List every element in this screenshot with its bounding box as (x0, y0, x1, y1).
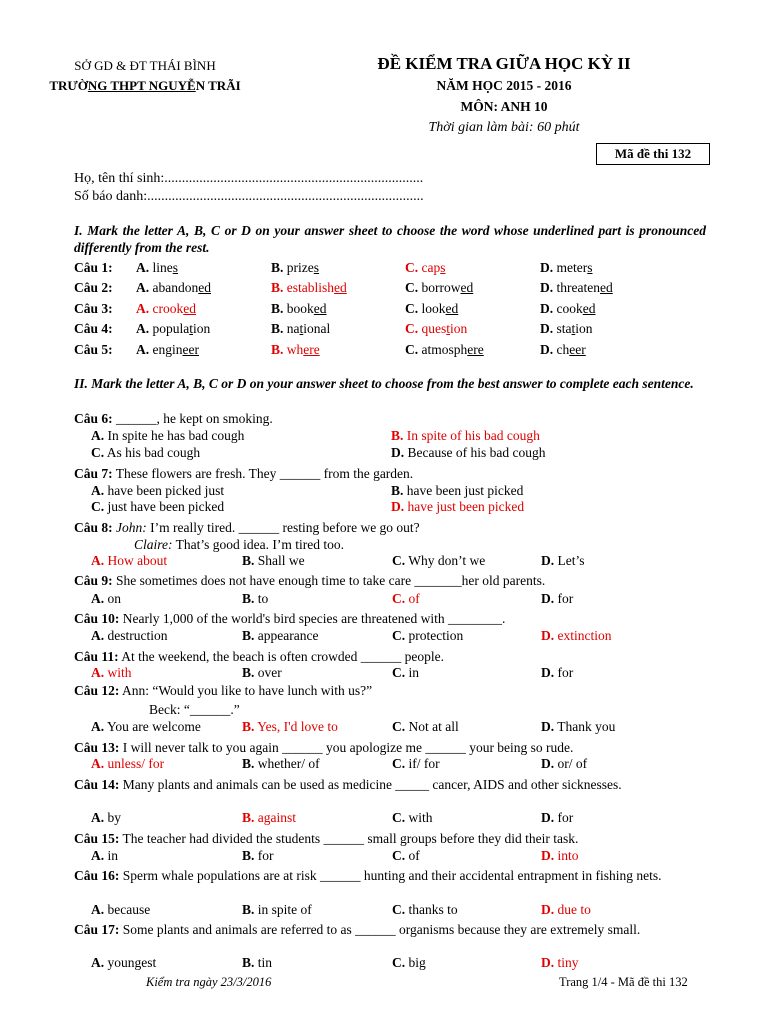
section-1-instruction: I. Mark the letter A, B, C or D on your answer sheet to choose the word whose underlined part is pronounced differently from the rest. (74, 223, 706, 255)
underlined-part: ed (198, 280, 211, 295)
underlined-part: s (313, 260, 320, 275)
underlined-part: ed (334, 280, 347, 295)
option-text: for (554, 810, 574, 825)
option-key: C. (392, 756, 406, 771)
option-text: ion (193, 321, 211, 336)
option-text: to (254, 591, 269, 606)
option-text: Not at all (405, 719, 459, 734)
option-key: D. (540, 280, 554, 295)
option-key: C. (392, 810, 406, 825)
option-text: tiny (554, 955, 579, 970)
option-c (405, 280, 473, 296)
underlined-part: ed (460, 280, 474, 295)
option-key: C. (405, 280, 419, 295)
option-c (392, 810, 433, 826)
option-text: whether/ of (254, 756, 320, 771)
option-c (392, 719, 459, 735)
option-text: na (283, 321, 300, 336)
option-d (541, 665, 573, 681)
option-d (540, 260, 593, 276)
option-text: in (405, 665, 420, 680)
option-text: appearance (254, 628, 319, 643)
option-key: C. (405, 301, 419, 316)
student-id-line: Số báo danh:............................................................................... (74, 189, 424, 204)
option-c-answer (392, 591, 420, 607)
underlined-part: t (571, 321, 576, 336)
option-text: You are welcome (104, 719, 201, 734)
option-key: A. (136, 342, 150, 357)
option-c-answer (405, 260, 446, 276)
option-text: or/ of (554, 756, 588, 771)
option-key: A. (91, 628, 105, 643)
option-key: D. (540, 321, 554, 336)
option-text: cap (418, 260, 441, 275)
option-key: C. (392, 553, 406, 568)
option-key: B. (242, 553, 255, 568)
school-name-underlined: NG THPT NGUYỄ (87, 78, 196, 93)
option-key: D. (541, 955, 555, 970)
option-text: line (149, 260, 173, 275)
option-d-answer (541, 848, 579, 864)
option-text: of (405, 848, 420, 863)
option-c: C. As his bad cough (91, 445, 201, 460)
question-label: Câu 6: (74, 411, 113, 426)
section-2-instruction: II. Mark the letter A, B, C or D on your answer sheet to choose from the best answer to complete each sentence. (74, 376, 694, 391)
option-text: borrow (418, 280, 461, 295)
option-a-answer (91, 665, 132, 681)
option-key: B. (271, 342, 284, 357)
question-label: Câu 1: (74, 260, 113, 275)
speaker-john: John: (116, 520, 147, 535)
question-stem: I’m really tired. ______ resting before we go out? (146, 520, 420, 535)
speaker-claire: Claire: (134, 537, 173, 552)
option-a (91, 591, 121, 607)
option-key: C. (405, 260, 419, 275)
option-key: D. (541, 665, 555, 680)
underlined-part: t (189, 321, 194, 336)
option-text: cook (553, 301, 583, 316)
option-key: A. (91, 756, 105, 771)
option-d (540, 321, 593, 337)
underlined-part: t (446, 321, 451, 336)
school-name-part: N TRÃI (195, 78, 241, 93)
option-d: D. Because of his bad cough (391, 445, 546, 460)
school-year: NĂM HỌC 2015 - 2016 (436, 78, 572, 93)
option-c (392, 848, 420, 864)
school-name-part: TRƯỜ (49, 78, 88, 93)
option-b: B. have been just picked (391, 483, 524, 498)
option-text: crook (149, 301, 184, 316)
student-name-line: Họ, tên thí sinh:.......................................................................... (74, 171, 424, 186)
option-text: in spite of (254, 902, 312, 917)
option-key: C. (392, 665, 406, 680)
option-b-answer: B. In spite of his bad cough (391, 428, 540, 443)
option-key: C. (392, 628, 406, 643)
question-stem: ______, he kept on smoking. (112, 411, 273, 426)
option-a (136, 260, 178, 276)
option-key: C. (392, 719, 406, 734)
option-key: B. (242, 591, 255, 606)
option-a-answer (91, 756, 164, 772)
option-b (242, 628, 318, 644)
option-text: Shall we (254, 553, 305, 568)
option-text: with (405, 810, 433, 825)
underlined-part: t (299, 321, 304, 336)
option-key: D. (541, 756, 555, 771)
option-text: How about (104, 553, 168, 568)
question-stem: These flowers are fresh. They ______ from the garden. (112, 466, 414, 481)
option-b (242, 848, 274, 864)
option-text: in (104, 848, 119, 863)
option-text: engin (149, 342, 183, 357)
option-d-answer (541, 628, 612, 644)
option-key: D. (541, 591, 555, 606)
option-key: D. (541, 848, 555, 863)
option-key: B. (242, 955, 255, 970)
option-text: if/ for (405, 756, 440, 771)
option-key: D. (540, 301, 554, 316)
option-c (392, 553, 485, 569)
underlined-part: ed (313, 301, 327, 316)
underlined-part: s (440, 260, 446, 275)
option-b (242, 902, 312, 918)
option-a: A. In spite he has bad cough (91, 428, 245, 443)
option-text: due to (554, 902, 591, 917)
question-6 (74, 411, 273, 427)
option-text: Why don’t we (405, 553, 486, 568)
footer-date: Kiểm tra ngày 23/3/2016 (146, 975, 272, 989)
option-a (136, 321, 210, 337)
option-text: of (405, 591, 420, 606)
question-8 (74, 520, 420, 536)
option-b (242, 553, 305, 569)
question-label: Câu 8: (74, 520, 113, 535)
option-text: youngest (104, 955, 157, 970)
underlined-part: ed (445, 301, 459, 316)
option-d (541, 756, 587, 772)
option-c (392, 628, 463, 644)
department-name: SỞ GD & ĐT THÁI BÌNH (74, 58, 216, 73)
option-d (540, 342, 586, 358)
option-key: A. (91, 719, 105, 734)
option-text: sta (553, 321, 572, 336)
option-c (392, 955, 426, 971)
question-label: Câu 2: (74, 280, 113, 295)
option-key: D. (541, 810, 555, 825)
option-key: C. (405, 321, 419, 336)
underlined-part: ed (599, 280, 613, 295)
option-key: B. (271, 321, 284, 336)
option-key: D. (540, 260, 554, 275)
option-b (242, 665, 282, 681)
school-name (0, 78, 290, 94)
option-key: A. (91, 955, 105, 970)
underlined-part: ere (303, 342, 320, 357)
option-text: popula (149, 321, 190, 336)
option-c (405, 301, 458, 317)
option-d (541, 553, 585, 569)
question-9: Câu 9: She sometimes does not have enough time to take care _______her old parents. (74, 573, 546, 588)
option-text: establish (283, 280, 335, 295)
option-a (91, 719, 201, 735)
underlined-part: s (172, 260, 179, 275)
option-text: destruction (104, 628, 168, 643)
option-d (541, 810, 573, 826)
option-key: A. (91, 848, 105, 863)
question-12: Câu 12: Ann: “Would you like to have lunch with us?” (74, 683, 373, 698)
question-7 (74, 466, 413, 482)
option-d-answer (541, 955, 579, 971)
option-key: D. (540, 342, 554, 357)
option-key: A. (91, 810, 105, 825)
option-b (271, 301, 327, 317)
option-key: C. (392, 591, 406, 606)
option-a (91, 848, 118, 864)
option-key: C. (392, 955, 406, 970)
question-12-reply: Beck: “______.” (149, 702, 240, 717)
option-key: B. (271, 260, 284, 275)
option-key: A. (136, 321, 150, 336)
option-text: big (405, 955, 426, 970)
option-key: B. (242, 756, 255, 771)
option-b (242, 756, 320, 772)
option-text: for (254, 848, 274, 863)
option-b (242, 591, 268, 607)
option-text: extinction (554, 628, 612, 643)
option-key: B. (242, 665, 255, 680)
option-text: book (283, 301, 314, 316)
question-16: Câu 16: Sperm whale populations are at risk ______ hunting and their accidental entrapment in fishing nets. (74, 868, 662, 883)
underlined-part: ere (467, 342, 484, 357)
option-a (136, 342, 199, 358)
option-text: abandon (149, 280, 199, 295)
option-text: over (254, 665, 282, 680)
option-key: B. (242, 902, 255, 917)
option-text: because (104, 902, 151, 917)
option-text: tin (254, 955, 273, 970)
option-b-answer (271, 342, 320, 358)
option-a: A. have been picked just (91, 483, 225, 498)
option-c-answer (405, 321, 467, 337)
option-d-answer: D. have just been picked (391, 499, 525, 514)
option-b-answer (242, 810, 296, 826)
option-key: B. (242, 810, 255, 825)
option-b-answer (271, 280, 347, 296)
option-key: D. (541, 553, 555, 568)
option-key: A. (91, 553, 105, 568)
option-text: prize (283, 260, 314, 275)
option-key: A. (91, 591, 105, 606)
option-d (540, 280, 613, 296)
option-key: A. (136, 260, 150, 275)
option-d-answer (541, 902, 591, 918)
question-label: Câu 5: (74, 342, 113, 357)
option-text: for (554, 665, 574, 680)
option-a (91, 902, 150, 918)
question-15: Câu 15: The teacher had divided the students ______ small groups before they did their task. (74, 831, 579, 846)
underlined-part: ed (582, 301, 596, 316)
option-b (271, 260, 319, 276)
option-d (541, 591, 573, 607)
option-text: on (104, 591, 121, 606)
option-text: Let’s (554, 553, 585, 568)
option-key: B. (242, 719, 255, 734)
option-key: D. (541, 902, 555, 917)
option-a-answer (136, 301, 196, 317)
subject: MÔN: ANH 10 (460, 99, 548, 114)
option-c: C. just have been picked (91, 499, 225, 514)
option-key: B. (242, 848, 255, 863)
option-text: Thank you (554, 719, 616, 734)
option-a (136, 280, 211, 296)
option-a-answer (91, 553, 167, 569)
option-key: D. (541, 628, 555, 643)
option-text: against (254, 810, 297, 825)
question-label: Câu 7: (74, 466, 113, 481)
option-key: A. (136, 280, 150, 295)
exam-title: ĐỀ KIỂM TRA GIỮA HỌC KỲ II (377, 54, 631, 73)
option-c (392, 902, 458, 918)
option-key: A. (91, 902, 105, 917)
option-b (271, 321, 330, 337)
question-10: Câu 10: Nearly 1,000 of the world's bird species are threatened with ________. (74, 611, 506, 626)
option-text: by (104, 810, 121, 825)
option-text: ion (575, 321, 593, 336)
option-text: unless/ for (104, 756, 165, 771)
option-text: ch (553, 342, 570, 357)
question-11: Câu 11: At the weekend, the beach is often crowded ______ people. (74, 649, 445, 664)
option-key: B. (242, 628, 255, 643)
option-text: ional (303, 321, 331, 336)
option-text: threaten (553, 280, 600, 295)
option-a (91, 628, 168, 644)
option-b-answer (242, 719, 338, 735)
option-text: into (554, 848, 579, 863)
question-8-reply (134, 537, 344, 553)
option-c (392, 756, 440, 772)
underlined-part: eer (569, 342, 586, 357)
exam-code-box: Mã đề thi 132 (596, 143, 710, 165)
question-13: Câu 13: I will never talk to you again ______ you apologize me ______ your being so rude. (74, 740, 574, 755)
option-text: meter (553, 260, 588, 275)
option-text: ques (418, 321, 447, 336)
option-key: C. (392, 848, 406, 863)
option-b (242, 955, 272, 971)
exam-time: Thời gian làm bài: 60 phút (428, 120, 580, 135)
option-text: atmosph (418, 342, 468, 357)
option-a (91, 810, 121, 826)
question-label: Câu 4: (74, 321, 113, 336)
option-text: Yes, I'd love to (254, 719, 338, 734)
underlined-part: s (587, 260, 593, 275)
option-key: A. (136, 301, 150, 316)
footer-page-number: Trang 1/4 - Mã đề thi 132 (559, 975, 688, 989)
option-d (541, 719, 615, 735)
question-17: Câu 17: Some plants and animals are referred to as ______ organisms because they are extremely small. (74, 922, 641, 937)
option-key: C. (392, 902, 406, 917)
question-label: Câu 3: (74, 301, 113, 316)
option-text: ion (450, 321, 468, 336)
option-c (392, 665, 419, 681)
option-text: protection (405, 628, 464, 643)
reply-text: That’s good idea. I’m tired too. (172, 537, 344, 552)
option-text: thanks to (405, 902, 458, 917)
option-text: wh (283, 342, 304, 357)
option-text: look (418, 301, 446, 316)
option-text: for (554, 591, 574, 606)
option-key: A. (91, 665, 105, 680)
option-d (540, 301, 596, 317)
option-key: B. (271, 280, 284, 295)
question-14: Câu 14: Many plants and animals can be used as medicine _____ cancer, AIDS and other sicknesses. (74, 777, 622, 792)
option-key: B. (271, 301, 284, 316)
option-c (405, 342, 484, 358)
underlined-part: ed (183, 301, 196, 316)
option-key: C. (405, 342, 419, 357)
option-a (91, 955, 156, 971)
option-text: with (104, 665, 132, 680)
underlined-part: eer (182, 342, 199, 357)
option-key: D. (541, 719, 555, 734)
